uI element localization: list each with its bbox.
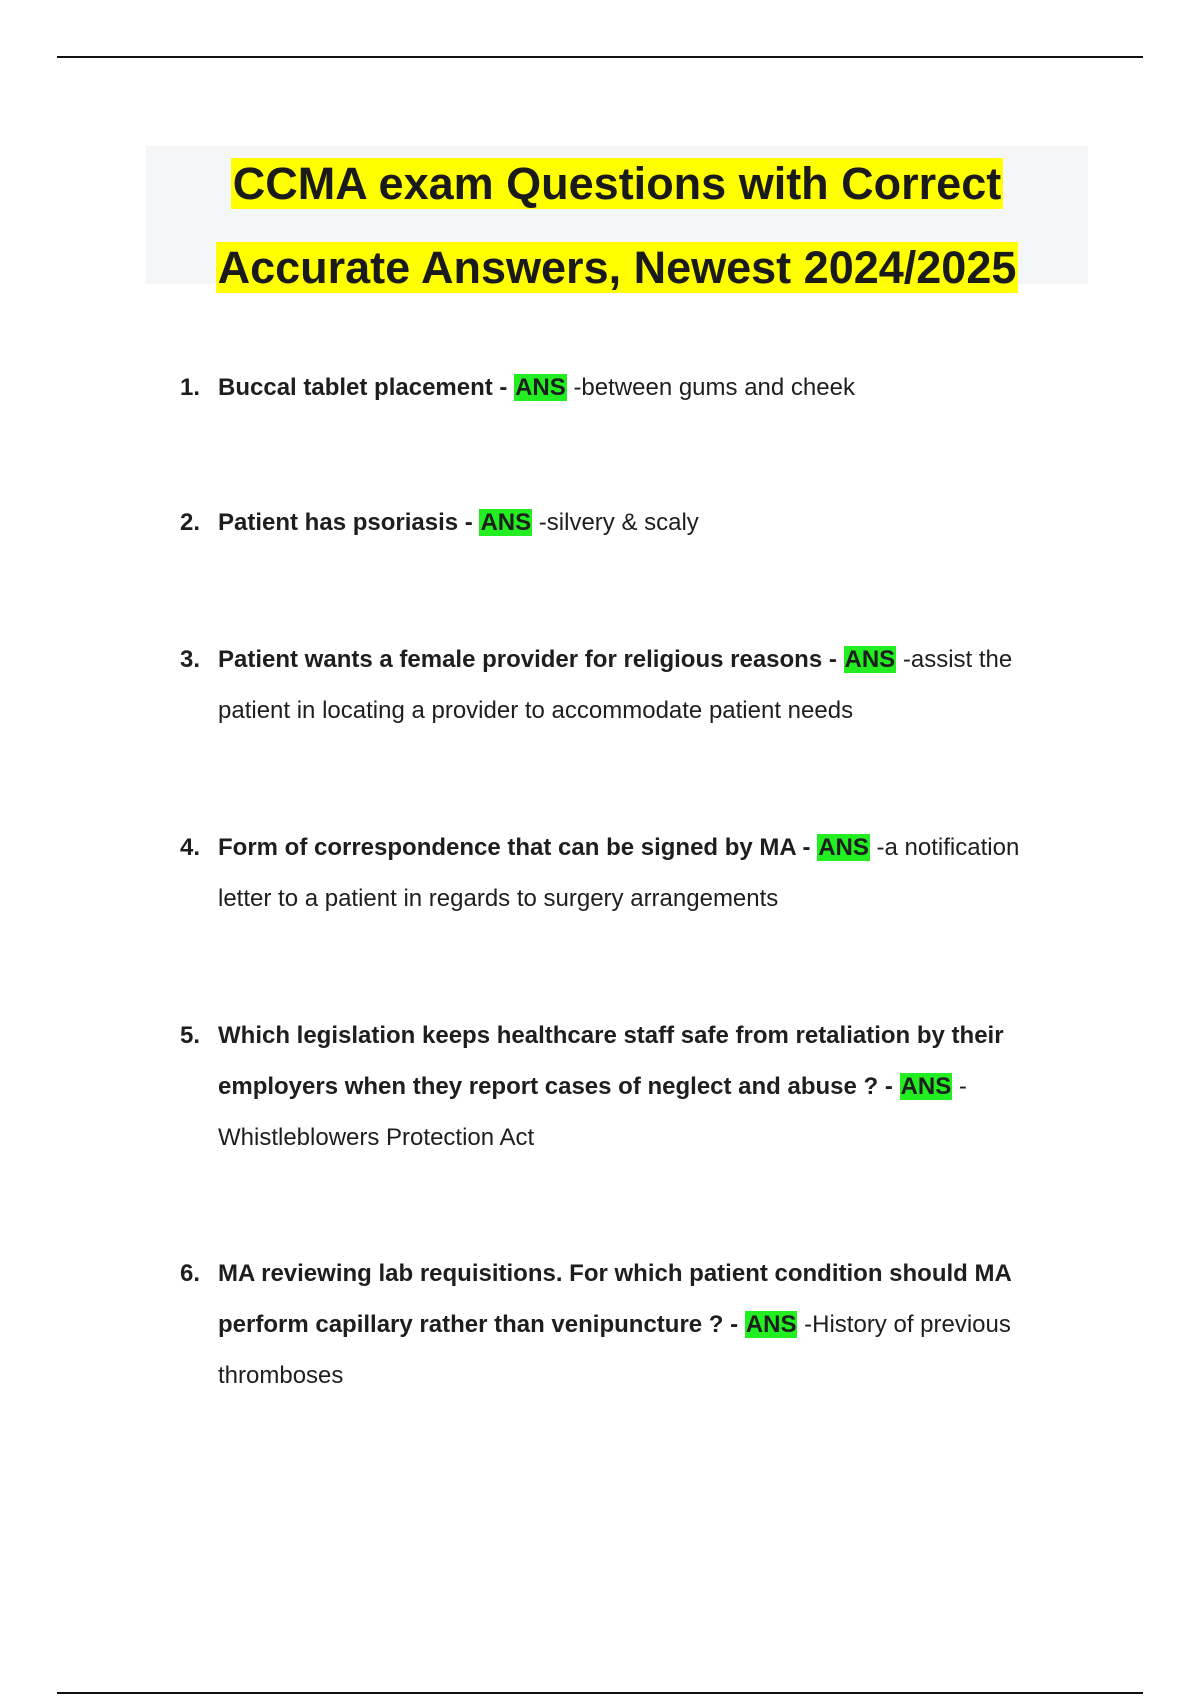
top-rule xyxy=(57,56,1143,58)
title-line-2: Accurate Answers, Newest 2024/2025 xyxy=(217,242,1017,293)
question-item-1 xyxy=(180,362,1060,413)
question-number: 4. xyxy=(180,834,201,861)
title-line-1: CCMA exam Questions with Correct xyxy=(232,158,1002,209)
question-text: Patient has psoriasis - xyxy=(218,509,473,536)
question-number: 3. xyxy=(180,646,201,673)
question-number: 5. xyxy=(180,1022,201,1049)
question-text: Buccal tablet placement - xyxy=(218,374,508,401)
question-body xyxy=(218,634,1060,736)
question-text: Which legislation keeps healthcare staff safe from retaliation by their employers when they report cases of neglect and abuse ? - xyxy=(218,1022,1004,1100)
question-text: Patient wants a female provider for religious reasons - xyxy=(218,646,837,673)
answer-text: -a notification letter to a patient in regards to surgery arrangements xyxy=(218,834,1020,912)
ans-label: ANS xyxy=(900,1073,952,1100)
question-item-3 xyxy=(180,634,1060,736)
bottom-rule xyxy=(57,1692,1143,1694)
question-text: MA reviewing lab requisitions. For which patient condition should MA perform capillary rather than venipuncture ? - xyxy=(218,1260,1011,1338)
ans-label: ANS xyxy=(480,509,532,536)
document-title xyxy=(146,146,1088,293)
question-text: Form of correspondence that can be signed by MA - xyxy=(218,834,811,861)
question-body xyxy=(218,497,1060,548)
question-number: 2. xyxy=(180,509,201,536)
answer-text: -silvery & scaly xyxy=(538,509,699,536)
ans-label: ANS xyxy=(818,834,869,861)
question-body xyxy=(218,822,1060,924)
question-item-5 xyxy=(180,1010,1060,1163)
question-item-2 xyxy=(180,497,1060,548)
ans-label: ANS xyxy=(745,1311,797,1338)
question-body xyxy=(218,1248,1060,1401)
question-body xyxy=(218,1010,1060,1163)
answer-text: -History of previous thromboses xyxy=(218,1311,1011,1389)
ans-label: ANS xyxy=(515,374,566,401)
question-body xyxy=(218,362,1060,413)
answer-text: -assist the patient in locating a provider to accommodate patient needs xyxy=(218,646,1013,724)
question-number: 6. xyxy=(180,1260,201,1287)
ans-label: ANS xyxy=(844,646,896,673)
question-item-6 xyxy=(180,1248,1060,1401)
question-item-4 xyxy=(180,822,1060,924)
answer-text: - Whistleblowers Protection Act xyxy=(218,1073,967,1151)
answer-text: -between gums and cheek xyxy=(573,374,855,401)
question-number: 1. xyxy=(180,374,201,401)
